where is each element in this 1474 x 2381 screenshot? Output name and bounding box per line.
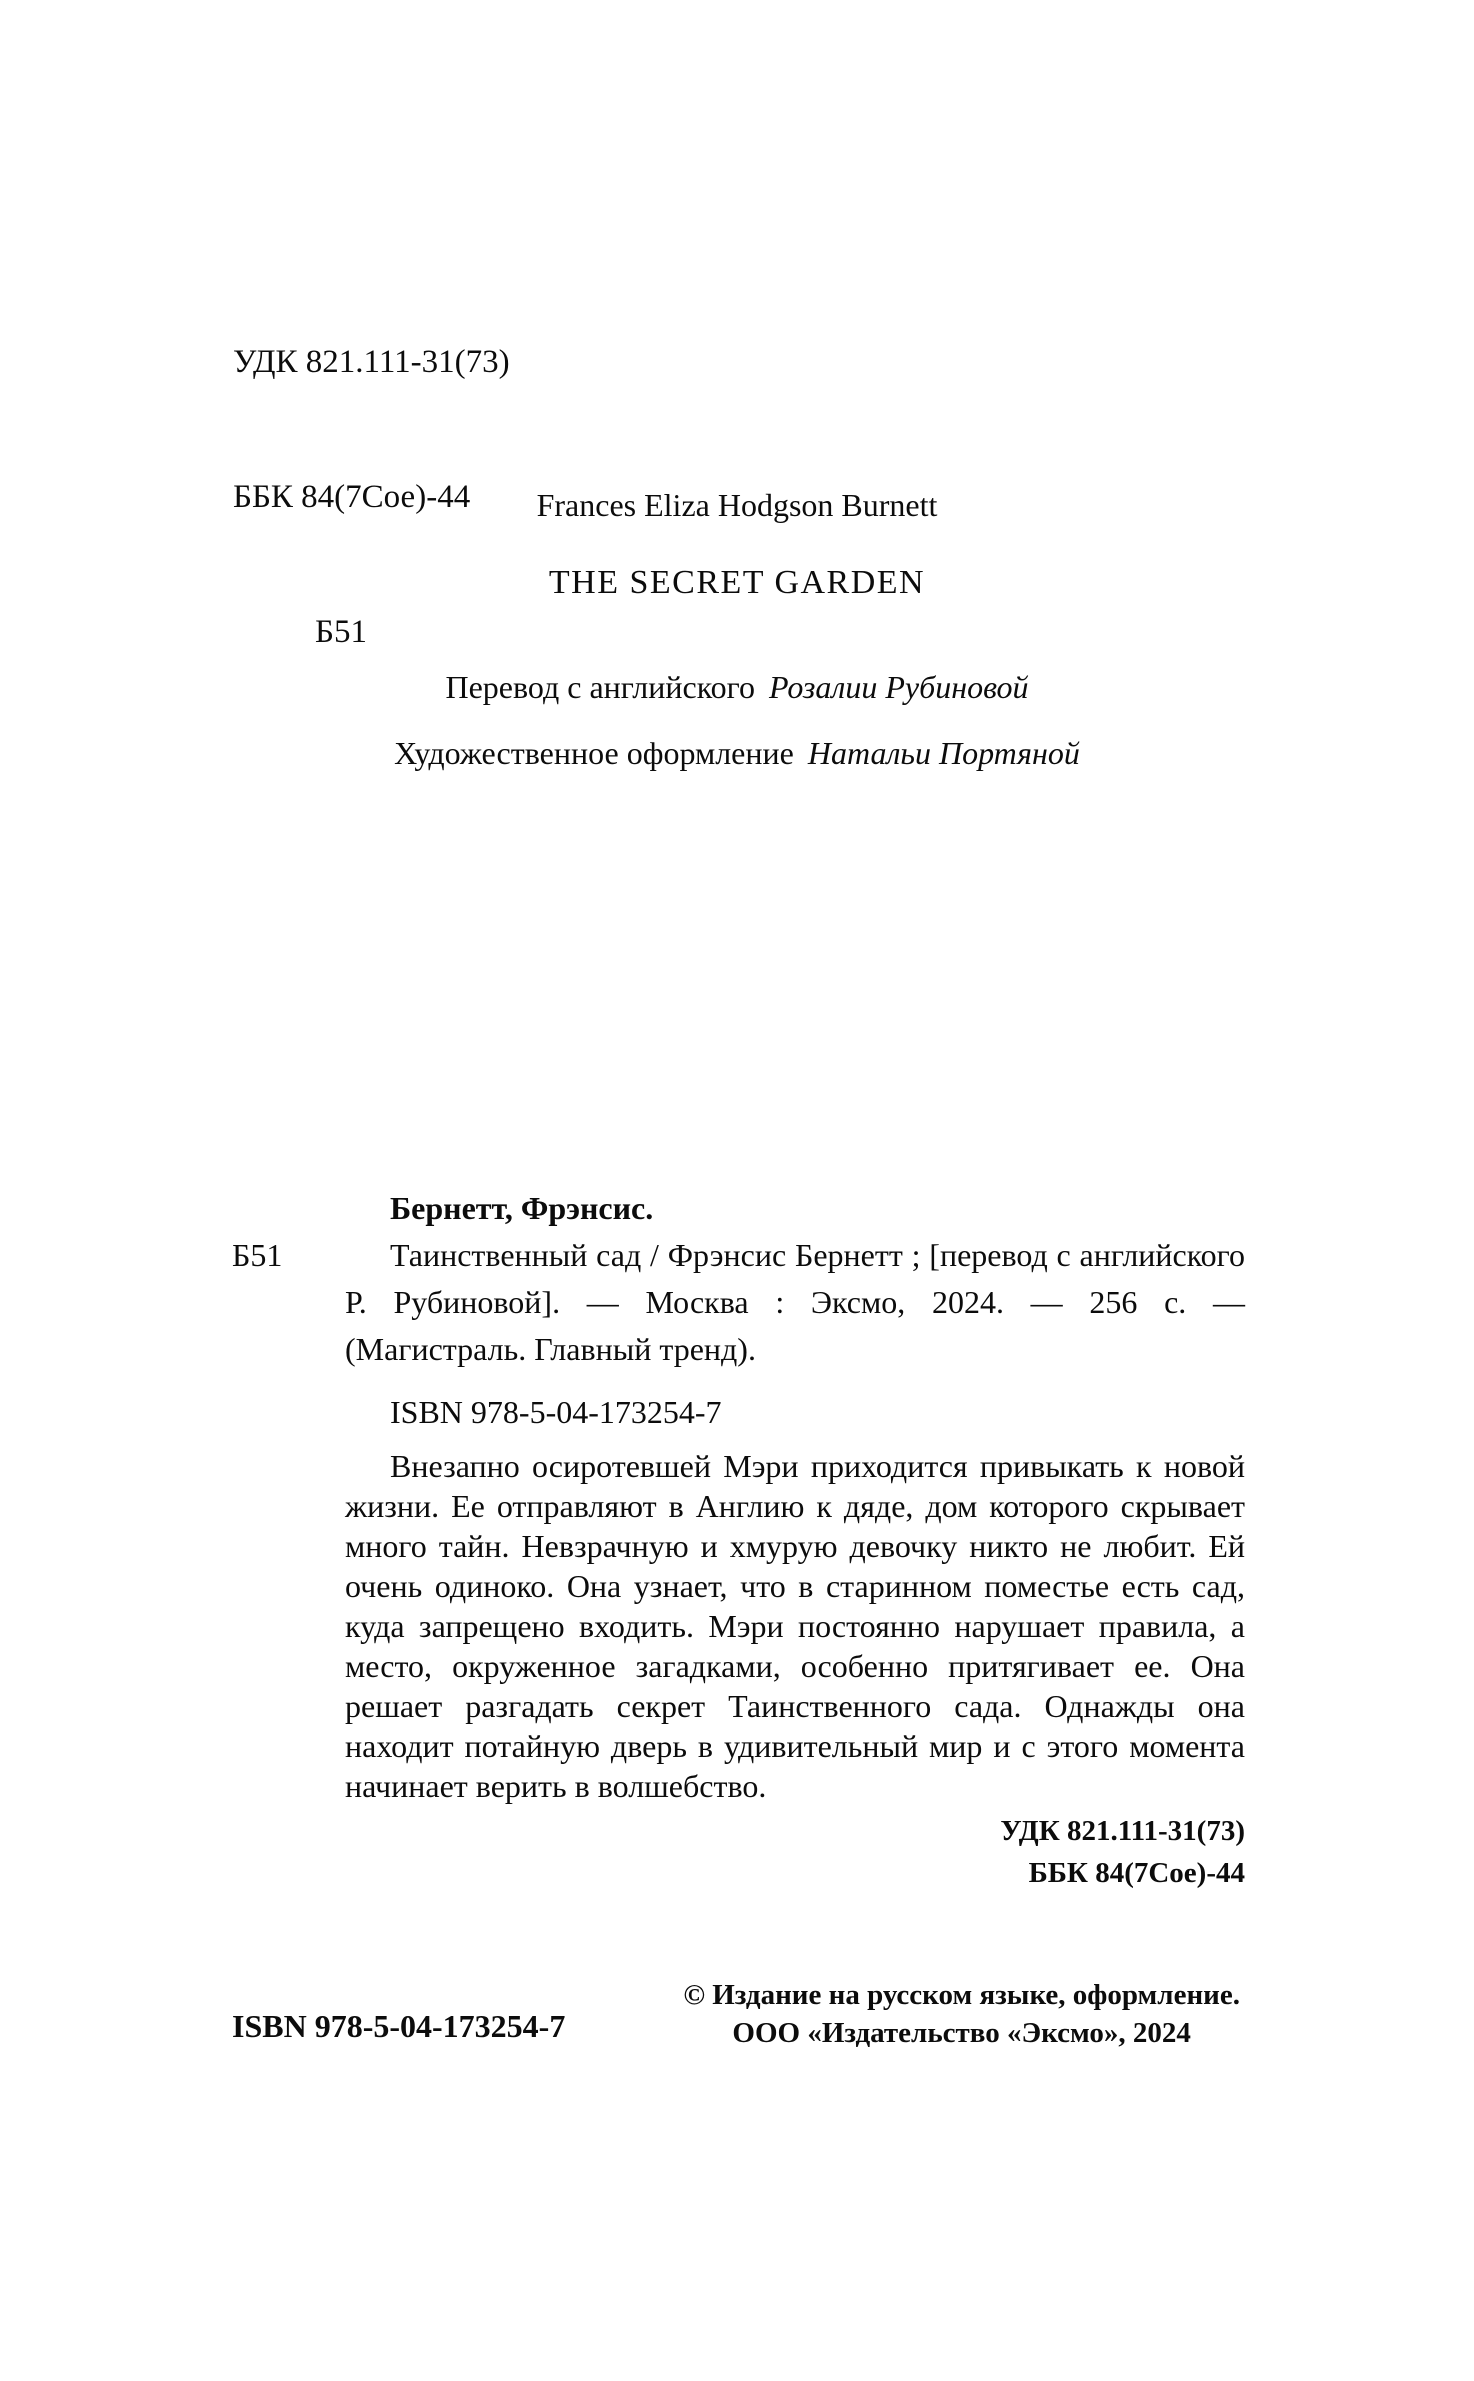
footer-isbn: ISBN 978-5-04-173254-7 (232, 2008, 566, 2044)
author-sign-code: Б51 (315, 614, 367, 650)
bbk-number: ББК 84(7Сое)-44 (233, 479, 471, 515)
translation-credit-label: Перевод с английского (445, 669, 755, 705)
translator-name: Розалии Рубиновой (768, 669, 1029, 705)
footer-copyright (683, 1976, 1240, 2052)
catalog-margin-code: Б51 (232, 1237, 283, 1273)
udk-ref: УДК 821.111-31(73) (1000, 1815, 1245, 1847)
copyright-line-1: © Издание на русском языке, оформление. (683, 1979, 1240, 2011)
original-author-name: Frances Eliza Hodgson Burnett (536, 487, 938, 523)
book-annotation: Внезапно осиротевшей Мэри приходится привыкать к новой жизни. Ее отправляют в Англию к дяде, дом которого скрывает много тайн. Невзрачную и хмурую девочку никто не любит. Ей очень одиноко. Она узнает, что в старинном поместье есть сад, куда запрещено входить. Мэри постоянно нарушает правила, а место, окруженное загадками, особенно притягивает ее. Она решает разгадать секрет Таинственного сада. Однажды она находит потайную дверь в удивительный мир и с этого момента начинает верить в волшебство. (345, 1448, 1245, 1804)
translation-credit (0, 664, 1474, 710)
design-credit-label: Художественное оформление (394, 735, 794, 771)
designer-name: Натальи Портяной (807, 735, 1080, 771)
catalog-description: Таинственный сад / Фрэнсис Бернетт ; [перевод с английского Р. Рубиновой]. — Москва : Эксмо, 2024. — 256 с. — (Магистраль. Главный тренд). (345, 1237, 1245, 1367)
original-book-title: THE SECRET GARDEN (548, 564, 926, 601)
catalog-isbn: ISBN 978-5-04-173254-7 (390, 1394, 722, 1430)
catalog-author-heading: Бернетт, Фрэнсис. (390, 1190, 654, 1226)
design-credit (0, 730, 1474, 776)
classification-refs (345, 1810, 1245, 1894)
copyright-line-2: ООО «Издательство «Эксмо», 2024 (732, 2017, 1191, 2049)
udk-number: УДК 821.111-31(73) (233, 344, 510, 380)
catalog-card (345, 1185, 1245, 1894)
bbk-ref: ББК 84(7Сое)-44 (1028, 1857, 1245, 1889)
